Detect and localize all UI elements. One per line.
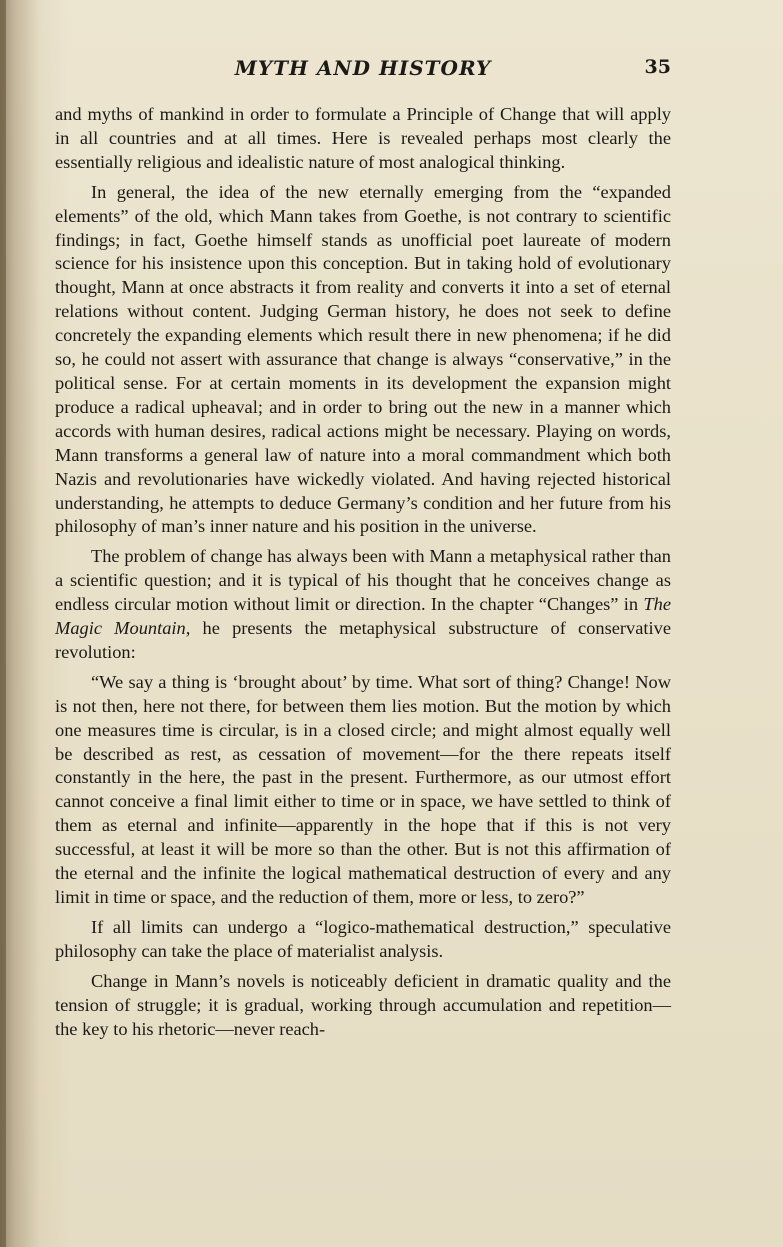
book-title: The Magic Mountain, bbox=[55, 594, 671, 639]
body-text bbox=[55, 103, 671, 1047]
page-binding-edge bbox=[0, 0, 6, 1247]
paragraph-5: If all limits can undergo a “logico-mathematical destruction,” speculative philosophy can take the place of materialist analysis. bbox=[55, 916, 671, 961]
block-quotation: “We say a thing is ‘brought about’ by time. What sort of thing? Change! Now is not then, here not there, for between them lies motion. But the motion by which one measures time is circular, is in a closed circle; and might almost equally well be described as rest, as cessation of movement—for the there repeats itself constantly in the here, the past in the present. Furthermore, as our utmost effort cannot conceive a final limit either to time or in space, we have settled to think of them as eternal and infinite—apparently in the hope that if this is not very successful, at least it will be more so than the other. But is not this affirmation of the eternal and the infinite the logical mathematical destruction of every and any limit in time or space, and the reduction of them, more or less, to zero?” bbox=[55, 671, 671, 907]
paragraph-3-text-after: he presents the metaphysical substructure of conservative revolution: bbox=[55, 618, 671, 662]
paragraph-1: and myths of mankind in order to formulate a Principle of Change that will apply in all countries and at all times. Here is revealed perhaps most clearly the essentially religious and idealistic nature of most analogical thinking. bbox=[55, 104, 671, 172]
paragraph-2: In general, the idea of the new eternally emerging from the “expanded elements” of the old, which Mann takes from Goethe, is not contrary to scientific findings; in fact, Goethe himself stands as unofficial poet laureate of modern science for his insistence upon this conception. But in taking hold of evolutionary thought, Mann at once abstracts it from reality and converts it into a set of eternal relations without content. Judging German history, he does not seek to define concretely the expanding elements which result there in new phenomena; if he did so, he could not assert with assurance that change is always “conservative,” in the political sense. For at certain moments in its development the expansion might produce a radical upheaval; and in order to bring out the new in a manner which accords with human desires, radical actions might be necessary. Playing on words, Mann transforms a general law of nature into a moral commandment which both Nazis and revolutionaries have wickedly violated. And having rejected historical understanding, he attempts to deduce Germany’s condition and her future from his philosophy of man’s inner nature and his position in the universe. bbox=[55, 181, 671, 537]
page-header bbox=[55, 54, 671, 84]
paragraph-3 bbox=[55, 545, 671, 665]
paragraph-3-text-before: The problem of change has always been with Mann a metaphysical rather than a scientific question; and it is typical of his thought that he conceives change as endless circular motion without limit or direction. In the chapter “Changes” in bbox=[55, 546, 671, 615]
running-head: MYTH AND HISTORY bbox=[234, 56, 492, 80]
paragraph-6: Change in Mann’s novels is noticeably deficient in dramatic quality and the tension of struggle; it is gradual, working through accumulation and repetition—the key to his rhetoric—never reach- bbox=[55, 970, 671, 1039]
page-number: 35 bbox=[644, 56, 671, 78]
